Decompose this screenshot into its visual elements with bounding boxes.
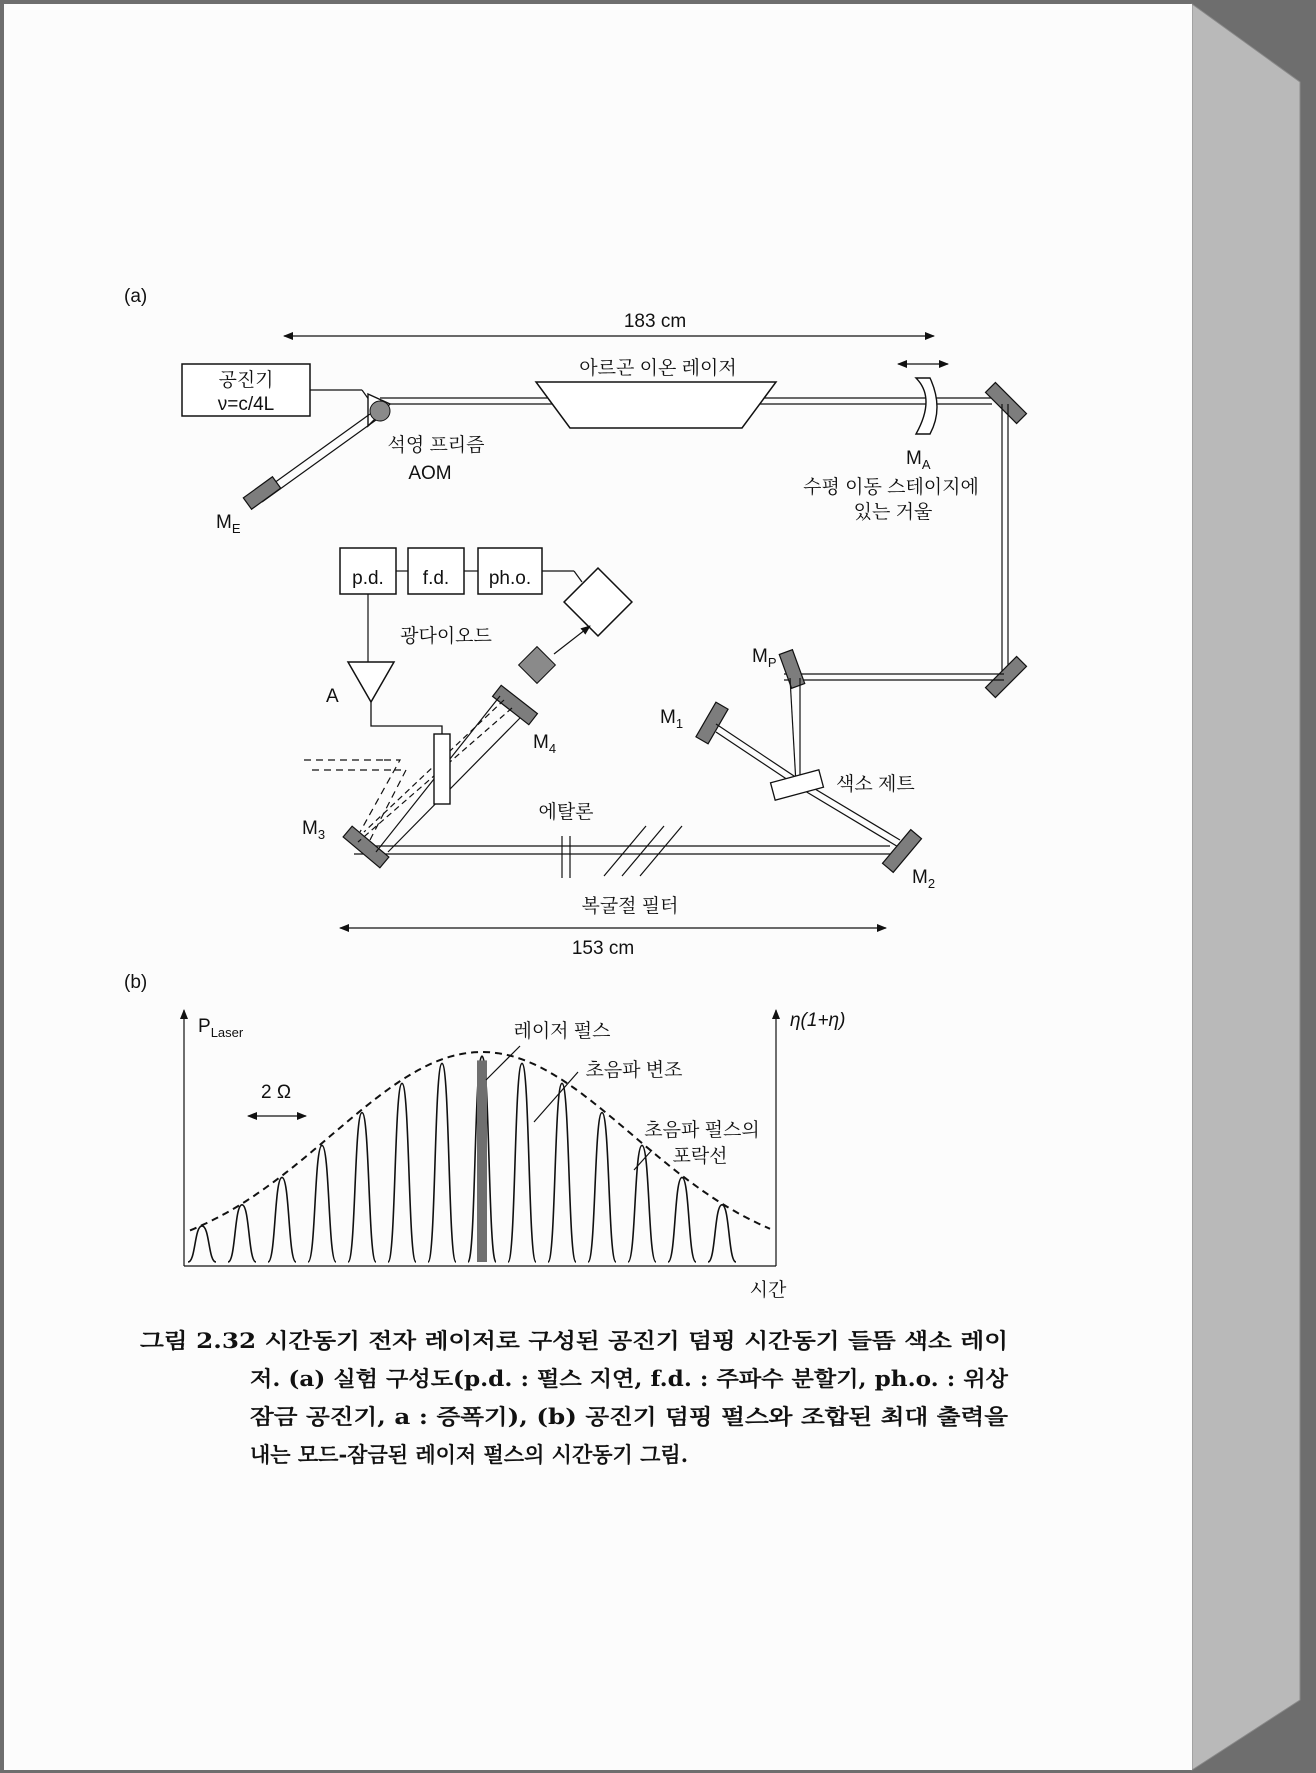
dumped-pulse-bar bbox=[477, 1060, 487, 1262]
argon-laser-label: 아르곤 이온 레이저 bbox=[579, 358, 737, 379]
envelope-label-line2: 포락선 bbox=[672, 1146, 728, 1167]
prism-label-line2: AOM bbox=[408, 463, 452, 484]
mirror-p-label: $M_P$ bbox=[752, 646, 777, 670]
ultrasound-mod-label: 초음파 변조 bbox=[585, 1060, 683, 1081]
aom-crystal bbox=[370, 401, 390, 421]
bragg-cell bbox=[434, 734, 450, 804]
mirror-3-label: $M_3$ bbox=[302, 818, 326, 842]
dimension-bottom-label: 153 cm bbox=[571, 938, 635, 959]
filter-label: 복굴절 필터 bbox=[581, 896, 679, 917]
resonator-label-line2: ν=c/4L bbox=[217, 394, 275, 415]
y-right-label: η(1+η) bbox=[790, 1010, 846, 1031]
amplifier-label: A bbox=[326, 686, 339, 707]
pulse-delay-label: p.d. bbox=[352, 568, 384, 589]
dimension-top-label: 183 cm bbox=[623, 311, 687, 332]
stage-label-line1: 수평 이동 스테이지에 bbox=[803, 477, 979, 498]
caption-line-2: 저. (a) 실험 구성도(p.d. : 펄스 지연, f.d. : 주파수 분할기, ph.o. : 위상 bbox=[250, 1366, 1009, 1391]
argon-laser-tube bbox=[536, 382, 776, 428]
page-edge-shadow bbox=[1192, 4, 1300, 1770]
mirror-4-label: $M_4$ bbox=[533, 732, 557, 756]
panel-b-label: (b) bbox=[124, 972, 148, 993]
panel-a-label: (a) bbox=[124, 286, 148, 307]
caption-line-1: 그림 2.32 시간동기 전자 레이저로 구성된 공진기 덤핑 시간동기 들뜸 색소 레이 bbox=[140, 1328, 1008, 1353]
omega-label: 2 Ω bbox=[260, 1082, 292, 1103]
envelope-label-line1: 초음파 펄스의 bbox=[644, 1120, 760, 1141]
mirror-e-label: $M_E$ bbox=[216, 512, 241, 536]
laser-pulse-label: 레이저 펄스 bbox=[513, 1021, 611, 1042]
freq-divider-label: f.d. bbox=[422, 568, 450, 589]
y-left-label: $P_{Laser}$ bbox=[198, 1016, 244, 1040]
mirror-a-label: $M_A$ bbox=[906, 448, 931, 472]
time-label: 시간 bbox=[749, 1280, 787, 1301]
caption-line-3: 잠금 공진기, a : 증폭기), (b) 공진기 덤핑 펄스와 조합된 최대 출력을 bbox=[250, 1404, 1009, 1429]
mirror-2-label: $M_2$ bbox=[912, 867, 936, 891]
phase-lock-label: ph.o. bbox=[488, 568, 532, 589]
page-sheet bbox=[4, 4, 1192, 1770]
photodiode-label: 광다이오드 bbox=[400, 626, 492, 647]
mirror-1-label: $M_1$ bbox=[660, 707, 684, 731]
dye-jet-label: 색소 제트 bbox=[836, 774, 915, 795]
etalon-label: 에탈론 bbox=[538, 802, 594, 823]
caption-line-4: 내는 모드-잠금된 레이저 펄스의 시간동기 그림. bbox=[250, 1442, 689, 1467]
stage-label-line2: 있는 거울 bbox=[853, 502, 933, 523]
resonator-label-line1: 공진기 bbox=[218, 370, 274, 391]
prism-label-line1: 석영 프리즘 bbox=[387, 435, 485, 456]
